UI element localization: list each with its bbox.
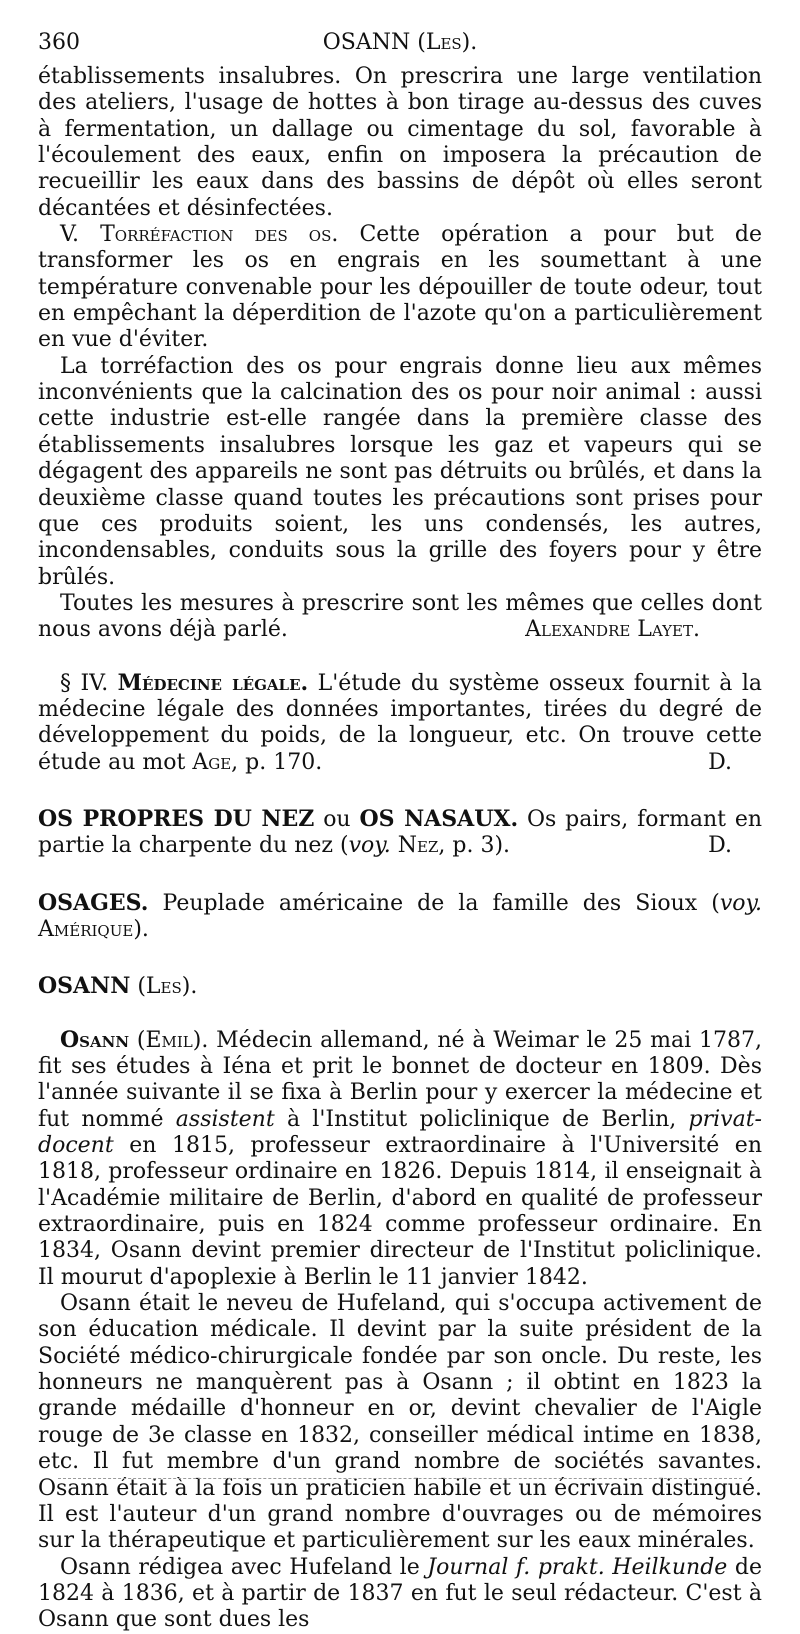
paragraph-text: en 1815, professeur extraordinaire à l'Université en 1818, professeur ordinaire en 1826. Depuis 1814, il enseignait à l'Académie militaire de Berlin, d'abord en qualité de professeur extraordinaire, puis en 1824 comme professeur ordinaire. En 1834, Osann devint premier directeur de l'Institut policlinique. Il mourut d'apoplexie à Berlin le 11 janvier 1842. bbox=[38, 1133, 762, 1290]
entry-heading: OSAGES. bbox=[38, 889, 149, 916]
paragraph-text-end: , p. 170. bbox=[231, 749, 323, 775]
page-number: 360 bbox=[38, 30, 80, 55]
entry-heading: OSANN bbox=[38, 973, 131, 1000]
cross-reference: Nez bbox=[390, 833, 439, 859]
paragraph-text: Osann rédigea avec Hufeland le bbox=[60, 1554, 428, 1580]
author-initial: D. bbox=[708, 749, 732, 775]
paragraph-medecine-legale bbox=[38, 670, 762, 776]
paragraph-text: L'étude du système osseux fournit à la médecine légale des données importantes, tirées du degré de développement du poids, de la longueur, etc. On trouve cette étude au mot bbox=[38, 670, 762, 775]
journal-title: Journal f. prakt. Heilkunde bbox=[427, 1554, 728, 1580]
author-initial: D. bbox=[708, 833, 732, 859]
emphasis: privat-docent bbox=[38, 1106, 762, 1159]
paragraph: Osann était le neveu de Hufeland, qui s'occupa activement de son éducation médicale. Il devint par la suite président de la Société médico-chirurgicale fondée par son oncle. Du reste, les honneurs ne manquèrent pas à Osann ; il obtint en 1823 la grande médaille d'honneur en or, devint chevalier de l'Aigle rouge de 3e classe en 1832, conseiller médical intime en 1838, etc. Il fut membre d'un grand nombre de sociétés savantes. Osann était à la fois un praticien habile et un écrivain distingué. Il est l'auteur d'un grand nombre d'ouvrages ou de mémoires sur la thérapeutique et particulièrement sur les eaux minérales. bbox=[38, 1291, 762, 1554]
paragraph-text: Toutes les mesures à prescrire sont les mêmes que celles dont nous avons déjà parlé. bbox=[38, 590, 762, 643]
spacer bbox=[38, 644, 762, 670]
emphasis: assistent bbox=[175, 1106, 275, 1132]
spacer bbox=[38, 776, 762, 806]
paragraph-text: de 1824 à 1836, et à partir de 1837 en fut le seul rédacteur. C'est à Osann que sont dues les bbox=[38, 1554, 762, 1633]
paragraph-text: Cette opération a pour but de transformer les os en engrais en les soumettant à une température convenable pour les dépouiller de toute odeur, tout en empêchant la déperdition de l'azote qu'on a particulièrement en vue d'éviter. bbox=[38, 222, 763, 353]
running-title-sub: (Les). bbox=[417, 30, 478, 55]
entry-osages bbox=[38, 890, 762, 944]
paragraph-osann-emil bbox=[38, 1027, 762, 1291]
entry-os-propres-du-nez bbox=[38, 806, 762, 860]
paragraph-continuation: établissements insalubres. On prescrira une large ventilation des ateliers, l'usage de hottes à bon tirage au-dessus des cuves à fermentation, un dallage ou cimentage du sol, favorable à l'écoulement des eaux, enfin on imposera la précaution de recueillir les eaux dans des bassins de dépôt où elles seront décantées et désinfectées. bbox=[38, 64, 762, 221]
paragraph-torrefaction bbox=[38, 222, 762, 354]
entry-connector: ou bbox=[314, 806, 360, 832]
entry-heading-alt: OS NASAUX. bbox=[359, 805, 519, 832]
paragraph-with-signature bbox=[38, 591, 762, 644]
cross-reference: Age bbox=[192, 749, 232, 775]
bottom-rule bbox=[58, 1478, 742, 1479]
paragraph bbox=[38, 1555, 762, 1634]
spacer bbox=[38, 943, 762, 973]
spacer bbox=[38, 1001, 762, 1027]
entry-text: Os pairs, formant en partie la charpente du nez ( bbox=[38, 806, 763, 859]
section-mark: § IV. bbox=[60, 670, 109, 696]
spacer bbox=[38, 860, 762, 890]
running-title bbox=[38, 30, 762, 55]
voy-abbrev: voy. bbox=[348, 833, 391, 859]
section-heading: Médecine légale. bbox=[117, 669, 309, 696]
person-name: Osann bbox=[60, 1026, 130, 1053]
entry-heading: OS PROPRES DU NEZ bbox=[38, 805, 315, 832]
running-title-main: OSANN bbox=[322, 30, 411, 55]
author-signature: Alexandre Layet. bbox=[525, 617, 700, 643]
person-given-name: (Emil). bbox=[129, 1027, 209, 1053]
section-heading: V. Torréfaction des os. bbox=[60, 222, 339, 248]
entry-subheading: (Les). bbox=[130, 974, 198, 1000]
paragraph-text: à l'Institut policlinique de Berlin, bbox=[274, 1106, 689, 1132]
entry-text-end: , p. 3). bbox=[438, 833, 511, 859]
paragraph-text: Médecin allemand, né à Weimar le 25 mai 1787, fit ses études à Iéna et prit le bonnet de docteur en 1809. Dès l'année suivante il se fixa à Berlin pour y exercer la médecine et fut nommé bbox=[38, 1027, 762, 1132]
page-header bbox=[38, 30, 762, 64]
entry-text-end: ). bbox=[133, 916, 149, 942]
paragraph: La torréfaction des os pour engrais donne lieu aux mêmes inconvénients que la calcination des os pour noir animal : aussi cette industrie est-elle rangée dans la première classe des établissements insalubres lorsque les gaz et vapeurs qui se dégagent des appareils ne sont pas détruits ou brûlés, et dans la deuxième classe quand toutes les précautions sont prises pour que ces produits soient, les uns condensés, les autres, incondensables, conduits sous la grille des foyers pour y être brûlés. bbox=[38, 353, 762, 590]
page-body bbox=[38, 64, 762, 1634]
cross-reference: Amérique bbox=[38, 916, 134, 942]
entry-text: Peuplade américaine de la famille des Sioux ( bbox=[148, 890, 720, 916]
voy-abbrev: voy. bbox=[719, 890, 762, 916]
entry-osann bbox=[38, 973, 762, 1000]
